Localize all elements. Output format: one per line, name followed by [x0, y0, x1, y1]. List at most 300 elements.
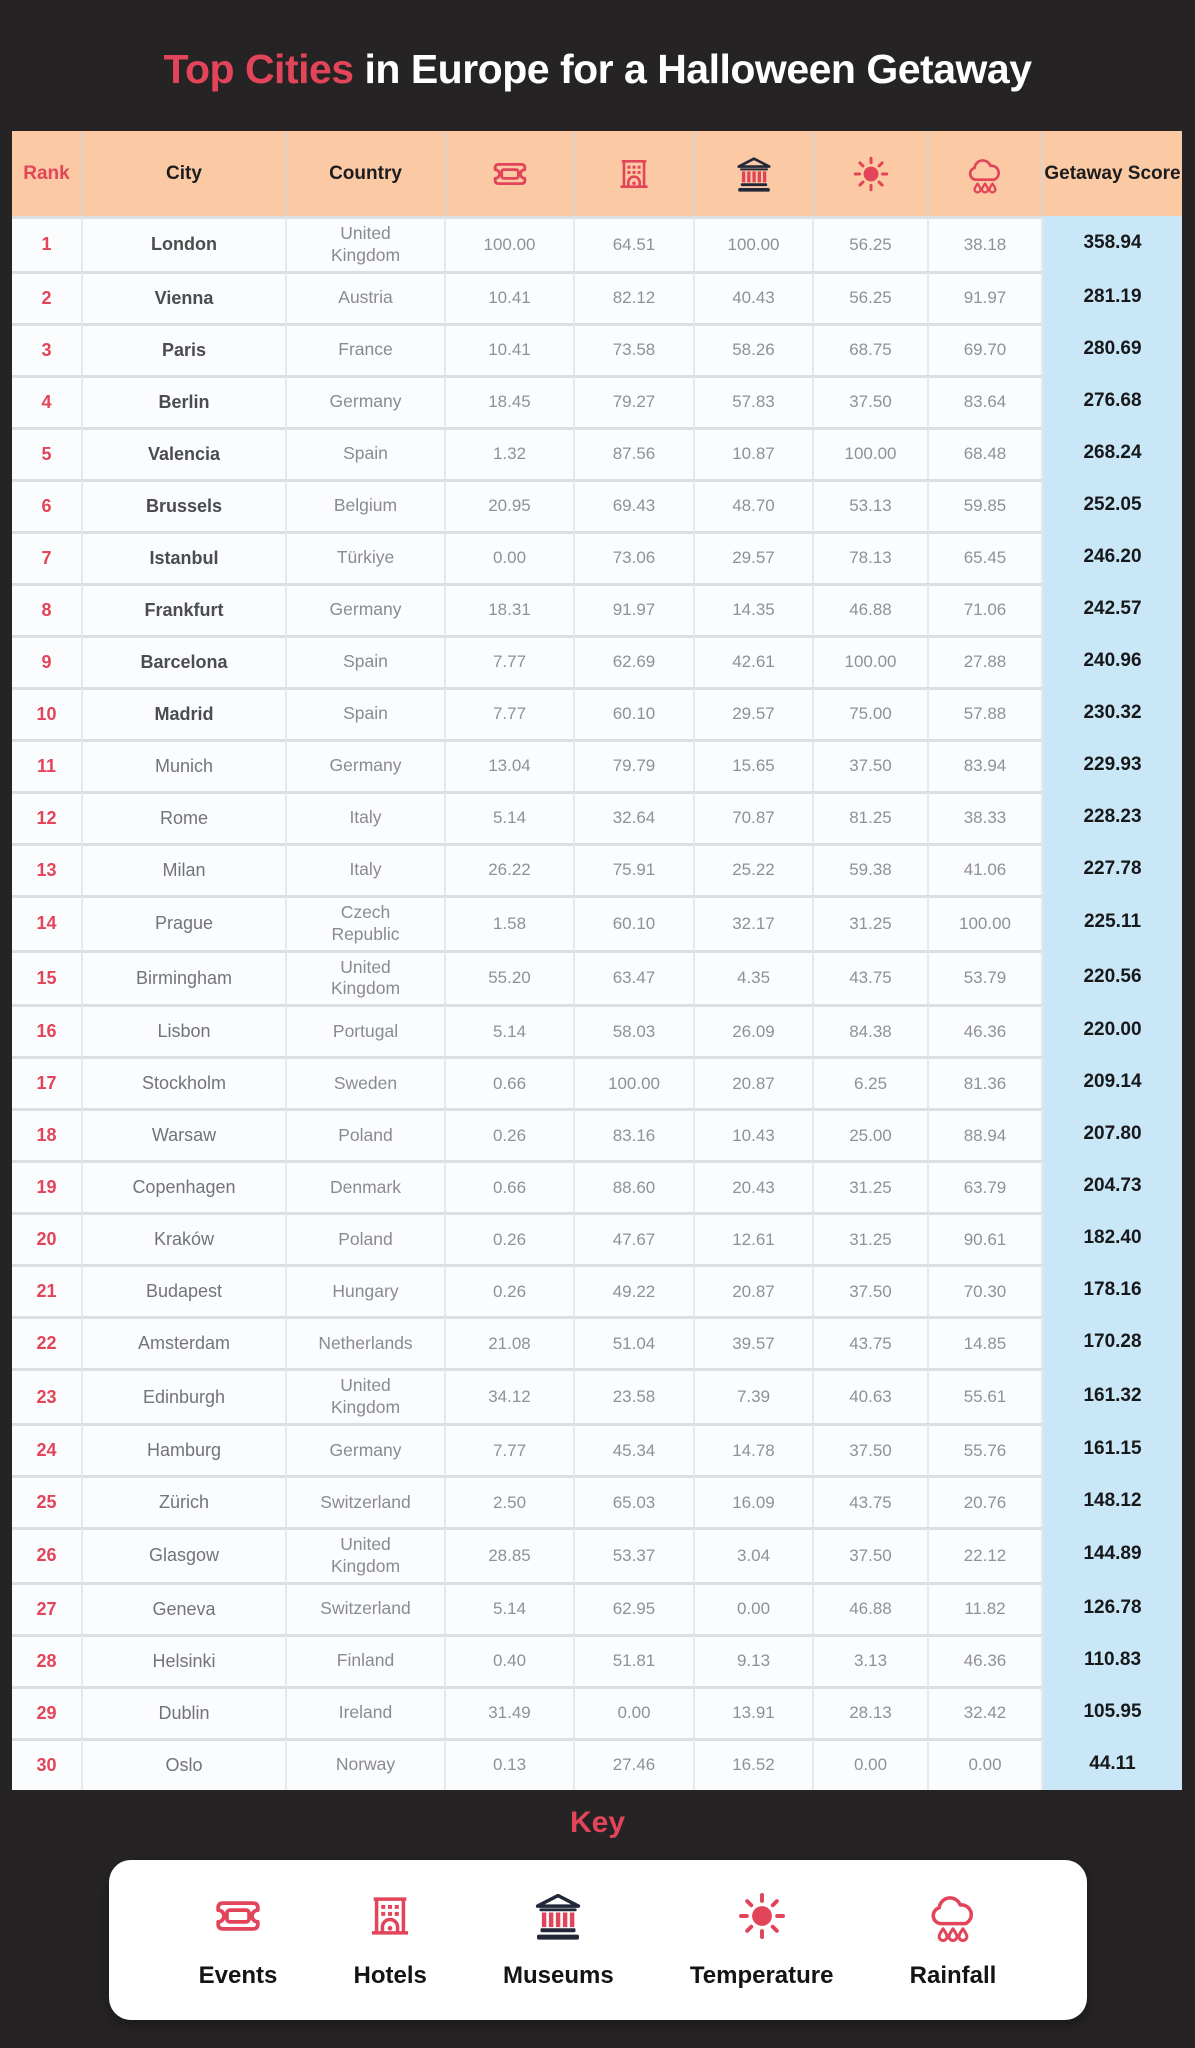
key-item-label: Rainfall — [909, 1961, 997, 1989]
rank-cell: 9 — [12, 635, 83, 687]
table-row — [12, 1582, 1183, 1634]
museums-cell: 0.00 — [695, 1582, 814, 1634]
rank-cell: 7 — [12, 531, 83, 583]
museums-cell: 42.61 — [695, 635, 814, 687]
temperature-cell: 31.25 — [814, 1212, 929, 1264]
city-cell: Hamburg — [83, 1423, 287, 1475]
key-item — [690, 1888, 834, 1990]
city-cell: Kraków — [83, 1212, 287, 1264]
city-cell: Geneva — [83, 1582, 287, 1634]
hotel-icon — [613, 153, 655, 195]
score-cell: 105.95 — [1043, 1686, 1182, 1738]
page-title — [0, 0, 1195, 131]
rainfall-cell: 83.64 — [929, 375, 1043, 427]
museums-cell: 4.35 — [695, 950, 814, 1005]
table-row — [12, 1316, 1183, 1368]
events-cell: 0.26 — [446, 1108, 575, 1160]
title-accent: Top Cities — [163, 46, 354, 92]
score-cell: 207.80 — [1043, 1108, 1182, 1160]
temperature-cell: 28.13 — [814, 1686, 929, 1738]
score-cell: 228.23 — [1043, 791, 1182, 843]
table-row — [12, 323, 1183, 375]
temperature-cell: 31.25 — [814, 1160, 929, 1212]
events-cell: 18.31 — [446, 583, 575, 635]
hotels-cell: 0.00 — [575, 1686, 695, 1738]
rank-cell: 21 — [12, 1264, 83, 1316]
hotels-cell: 88.60 — [575, 1160, 695, 1212]
temperature-cell: 46.88 — [814, 1582, 929, 1634]
table-row — [12, 1686, 1183, 1738]
key-item-label: Hotels — [353, 1961, 427, 1989]
rainfall-cell: 53.79 — [929, 950, 1043, 1005]
rainfall-cell: 32.42 — [929, 1686, 1043, 1738]
hotels-cell: 83.16 — [575, 1108, 695, 1160]
museums-cell: 14.35 — [695, 583, 814, 635]
table-row — [12, 1212, 1183, 1264]
museums-cell: 100.00 — [695, 216, 814, 271]
rainfall-cell: 55.61 — [929, 1368, 1043, 1423]
temperature-cell: 0.00 — [814, 1738, 929, 1790]
rank-cell: 30 — [12, 1738, 83, 1790]
country-cell: France — [287, 323, 446, 375]
events-cell: 1.32 — [446, 427, 575, 479]
score-cell: 209.14 — [1043, 1056, 1182, 1108]
museum-icon — [733, 153, 775, 195]
rainfall-cell: 81.36 — [929, 1056, 1043, 1108]
table-row — [12, 531, 1183, 583]
country-cell: Switzerland — [287, 1475, 446, 1527]
city-cell: Helsinki — [83, 1634, 287, 1686]
city-cell: Madrid — [83, 687, 287, 739]
temperature-cell: 75.00 — [814, 687, 929, 739]
rank-cell: 19 — [12, 1160, 83, 1212]
hotels-cell: 47.67 — [575, 1212, 695, 1264]
city-cell: Zürich — [83, 1475, 287, 1527]
hotels-cell: 62.95 — [575, 1582, 695, 1634]
events-cell: 55.20 — [446, 950, 575, 1005]
rank-cell: 8 — [12, 583, 83, 635]
city-cell: Valencia — [83, 427, 287, 479]
events-cell: 0.66 — [446, 1160, 575, 1212]
city-cell: Stockholm — [83, 1056, 287, 1108]
getaway-table — [12, 131, 1183, 1790]
events-cell: 7.77 — [446, 635, 575, 687]
table-row — [12, 1160, 1183, 1212]
table-body — [12, 216, 1183, 1790]
country-cell: Germany — [287, 1423, 446, 1475]
hotels-cell: 51.04 — [575, 1316, 695, 1368]
temperature-cell: 78.13 — [814, 531, 929, 583]
temperature-cell: 43.75 — [814, 1316, 929, 1368]
museums-cell: 20.43 — [695, 1160, 814, 1212]
rainfall-cell: 83.94 — [929, 739, 1043, 791]
score-cell: 144.89 — [1043, 1527, 1182, 1582]
country-cell: United Kingdom — [287, 950, 446, 1005]
hotels-cell: 27.46 — [575, 1738, 695, 1790]
rainfall-cell: 22.12 — [929, 1527, 1043, 1582]
rank-cell: 24 — [12, 1423, 83, 1475]
rainfall-cell: 100.00 — [929, 895, 1043, 950]
events-cell: 100.00 — [446, 216, 575, 271]
events-cell: 0.40 — [446, 1634, 575, 1686]
temperature-cell: 43.75 — [814, 1475, 929, 1527]
table-row — [12, 739, 1183, 791]
score-cell: 44.11 — [1043, 1738, 1182, 1790]
museums-cell: 10.43 — [695, 1108, 814, 1160]
score-cell: 220.56 — [1043, 950, 1182, 1005]
country-cell: Hungary — [287, 1264, 446, 1316]
table-row — [12, 1368, 1183, 1423]
rank-cell: 20 — [12, 1212, 83, 1264]
key-item-label: Events — [198, 1961, 278, 1989]
hotels-cell: 100.00 — [575, 1056, 695, 1108]
temperature-cell: 56.25 — [814, 216, 929, 271]
rank-cell: 26 — [12, 1527, 83, 1582]
museums-cell: 29.57 — [695, 687, 814, 739]
events-cell: 0.13 — [446, 1738, 575, 1790]
country-cell: Sweden — [287, 1056, 446, 1108]
header-rank: Rank — [12, 131, 83, 216]
country-cell: Netherlands — [287, 1316, 446, 1368]
rank-cell: 23 — [12, 1368, 83, 1423]
rank-cell: 2 — [12, 271, 83, 323]
hotels-cell: 58.03 — [575, 1004, 695, 1056]
table-header — [12, 131, 1183, 216]
hotel-icon — [362, 1888, 418, 1944]
country-cell: Belgium — [287, 479, 446, 531]
header-museums — [695, 131, 814, 216]
hotels-cell: 65.03 — [575, 1475, 695, 1527]
temperature-cell: 37.50 — [814, 1423, 929, 1475]
score-cell: 161.15 — [1043, 1423, 1182, 1475]
city-cell: Berlin — [83, 375, 287, 427]
country-cell: Austria — [287, 271, 446, 323]
key-item — [910, 1888, 997, 1990]
city-cell: Barcelona — [83, 635, 287, 687]
rainfall-cell: 70.30 — [929, 1264, 1043, 1316]
country-cell: Spain — [287, 687, 446, 739]
hotels-cell: 62.69 — [575, 635, 695, 687]
rank-cell: 14 — [12, 895, 83, 950]
temperature-cell: 81.25 — [814, 791, 929, 843]
hotels-cell: 23.58 — [575, 1368, 695, 1423]
museums-cell: 29.57 — [695, 531, 814, 583]
score-cell: 182.40 — [1043, 1212, 1182, 1264]
temperature-cell: 25.00 — [814, 1108, 929, 1160]
score-cell: 246.20 — [1043, 531, 1182, 583]
country-cell: Norway — [287, 1738, 446, 1790]
rank-cell: 27 — [12, 1582, 83, 1634]
score-cell: 240.96 — [1043, 635, 1182, 687]
rainfall-cell: 63.79 — [929, 1160, 1043, 1212]
rainfall-cell: 57.88 — [929, 687, 1043, 739]
rank-cell: 22 — [12, 1316, 83, 1368]
events-cell: 13.04 — [446, 739, 575, 791]
events-cell: 7.77 — [446, 687, 575, 739]
museums-cell: 48.70 — [695, 479, 814, 531]
country-cell: Switzerland — [287, 1582, 446, 1634]
rainfall-cell: 69.70 — [929, 323, 1043, 375]
country-cell: Portugal — [287, 1004, 446, 1056]
rainfall-cell: 88.94 — [929, 1108, 1043, 1160]
events-cell: 0.26 — [446, 1264, 575, 1316]
table-row — [12, 1108, 1183, 1160]
temperature-cell: 53.13 — [814, 479, 929, 531]
events-cell: 7.77 — [446, 1423, 575, 1475]
rank-cell: 12 — [12, 791, 83, 843]
score-cell: 268.24 — [1043, 427, 1182, 479]
museums-cell: 70.87 — [695, 791, 814, 843]
hotels-cell: 60.10 — [575, 687, 695, 739]
key-item — [503, 1888, 614, 1990]
rainfall-cell: 91.97 — [929, 271, 1043, 323]
key-item — [199, 1888, 278, 1990]
rainfall-cell: 59.85 — [929, 479, 1043, 531]
score-cell: 110.83 — [1043, 1634, 1182, 1686]
temperature-cell: 37.50 — [814, 375, 929, 427]
title-rest: in Europe for a Halloween Getaway — [353, 46, 1032, 92]
table-row — [12, 427, 1183, 479]
country-cell: United Kingdom — [287, 1527, 446, 1582]
hotels-cell: 69.43 — [575, 479, 695, 531]
temperature-cell: 56.25 — [814, 271, 929, 323]
table-row — [12, 1527, 1183, 1582]
museums-cell: 58.26 — [695, 323, 814, 375]
events-cell: 10.41 — [446, 271, 575, 323]
museum-icon — [530, 1888, 586, 1944]
country-cell: Poland — [287, 1108, 446, 1160]
country-cell: Germany — [287, 583, 446, 635]
table-row — [12, 216, 1183, 271]
table-row — [12, 271, 1183, 323]
city-cell: Brussels — [83, 479, 287, 531]
table-row — [12, 375, 1183, 427]
temperature-cell: 6.25 — [814, 1056, 929, 1108]
museums-cell: 15.65 — [695, 739, 814, 791]
rainfall-cell: 68.48 — [929, 427, 1043, 479]
temperature-cell: 59.38 — [814, 843, 929, 895]
score-cell: 230.32 — [1043, 687, 1182, 739]
temperature-cell: 37.50 — [814, 1264, 929, 1316]
temperature-cell: 46.88 — [814, 583, 929, 635]
city-cell: Glasgow — [83, 1527, 287, 1582]
table-row — [12, 791, 1183, 843]
rainfall-cell: 27.88 — [929, 635, 1043, 687]
key-title: Key — [569, 1805, 626, 1839]
events-cell: 5.14 — [446, 1004, 575, 1056]
hotels-cell: 32.64 — [575, 791, 695, 843]
score-cell: 242.57 — [1043, 583, 1182, 635]
temperature-cell: 100.00 — [814, 635, 929, 687]
events-cell: 0.66 — [446, 1056, 575, 1108]
score-cell: 358.94 — [1043, 216, 1182, 271]
temperature-cell: 40.63 — [814, 1368, 929, 1423]
museums-cell: 12.61 — [695, 1212, 814, 1264]
score-cell: 276.68 — [1043, 375, 1182, 427]
country-cell: Ireland — [287, 1686, 446, 1738]
events-cell: 21.08 — [446, 1316, 575, 1368]
score-cell: 220.00 — [1043, 1004, 1182, 1056]
key-item-label: Museums — [503, 1961, 614, 1989]
city-cell: Vienna — [83, 271, 287, 323]
temperature-cell: 37.50 — [814, 739, 929, 791]
hotels-cell: 64.51 — [575, 216, 695, 271]
events-cell: 26.22 — [446, 843, 575, 895]
temperature-cell: 68.75 — [814, 323, 929, 375]
rainfall-cell: 90.61 — [929, 1212, 1043, 1264]
city-cell: Istanbul — [83, 531, 287, 583]
city-cell: Milan — [83, 843, 287, 895]
museums-cell: 20.87 — [695, 1056, 814, 1108]
ticket-icon — [489, 153, 531, 195]
rank-cell: 16 — [12, 1004, 83, 1056]
events-cell: 31.49 — [446, 1686, 575, 1738]
header-rainfall — [929, 131, 1043, 216]
score-cell: 229.93 — [1043, 739, 1182, 791]
country-cell: Spain — [287, 635, 446, 687]
country-cell: Italy — [287, 791, 446, 843]
rainfall-cell: 0.00 — [929, 1738, 1043, 1790]
score-cell: 178.16 — [1043, 1264, 1182, 1316]
table-row — [12, 687, 1183, 739]
score-cell: 227.78 — [1043, 843, 1182, 895]
events-cell: 2.50 — [446, 1475, 575, 1527]
events-cell: 34.12 — [446, 1368, 575, 1423]
museums-cell: 40.43 — [695, 271, 814, 323]
header-hotels — [575, 131, 695, 216]
table-row — [12, 1264, 1183, 1316]
museums-cell: 39.57 — [695, 1316, 814, 1368]
score-cell: 126.78 — [1043, 1582, 1182, 1634]
table-row — [12, 479, 1183, 531]
ticket-icon — [210, 1888, 266, 1944]
rank-cell: 3 — [12, 323, 83, 375]
rainfall-cell: 11.82 — [929, 1582, 1043, 1634]
hotels-cell: 75.91 — [575, 843, 695, 895]
rank-cell: 28 — [12, 1634, 83, 1686]
hotels-cell: 73.06 — [575, 531, 695, 583]
score-cell: 281.19 — [1043, 271, 1182, 323]
rainfall-cell: 20.76 — [929, 1475, 1043, 1527]
hotels-cell: 91.97 — [575, 583, 695, 635]
city-cell: London — [83, 216, 287, 271]
country-cell: Denmark — [287, 1160, 446, 1212]
country-cell: United Kingdom — [287, 1368, 446, 1423]
table-row — [12, 1475, 1183, 1527]
events-cell: 28.85 — [446, 1527, 575, 1582]
city-cell: Prague — [83, 895, 287, 950]
score-cell: 204.73 — [1043, 1160, 1182, 1212]
table-row — [12, 1056, 1183, 1108]
museums-cell: 10.87 — [695, 427, 814, 479]
temperature-cell: 31.25 — [814, 895, 929, 950]
country-cell: Spain — [287, 427, 446, 479]
rainfall-cell: 38.18 — [929, 216, 1043, 271]
country-cell: Germany — [287, 739, 446, 791]
temperature-cell: 43.75 — [814, 950, 929, 1005]
table-row — [12, 1634, 1183, 1686]
rank-cell: 5 — [12, 427, 83, 479]
sun-icon — [734, 1888, 790, 1944]
city-cell: Copenhagen — [83, 1160, 287, 1212]
rank-cell: 11 — [12, 739, 83, 791]
country-cell: Poland — [287, 1212, 446, 1264]
rank-cell: 13 — [12, 843, 83, 895]
temperature-cell: 37.50 — [814, 1527, 929, 1582]
city-cell: Lisbon — [83, 1004, 287, 1056]
country-cell: Italy — [287, 843, 446, 895]
country-cell: United Kingdom — [287, 216, 446, 271]
events-cell: 10.41 — [446, 323, 575, 375]
country-cell: Finland — [287, 1634, 446, 1686]
city-cell: Birmingham — [83, 950, 287, 1005]
header-country: Country — [287, 131, 446, 216]
events-cell: 1.58 — [446, 895, 575, 950]
museums-cell: 32.17 — [695, 895, 814, 950]
country-cell: Czech Republic — [287, 895, 446, 950]
table-row — [12, 950, 1183, 1005]
museums-cell: 9.13 — [695, 1634, 814, 1686]
city-cell: Frankfurt — [83, 583, 287, 635]
rank-cell: 4 — [12, 375, 83, 427]
museums-cell: 26.09 — [695, 1004, 814, 1056]
country-cell: Türkiye — [287, 531, 446, 583]
rainfall-cell: 65.45 — [929, 531, 1043, 583]
header-events — [446, 131, 575, 216]
rank-cell: 25 — [12, 1475, 83, 1527]
key-item — [354, 1888, 427, 1990]
score-cell: 170.28 — [1043, 1316, 1182, 1368]
table-row — [12, 843, 1183, 895]
table-row — [12, 1738, 1183, 1790]
rainfall-cell: 46.36 — [929, 1634, 1043, 1686]
key-card — [109, 1860, 1087, 2020]
rain-icon — [925, 1888, 981, 1944]
temperature-cell: 3.13 — [814, 1634, 929, 1686]
header-temperature — [814, 131, 929, 216]
key-item-label: Temperature — [689, 1961, 834, 1989]
temperature-cell: 84.38 — [814, 1004, 929, 1056]
score-cell: 148.12 — [1043, 1475, 1182, 1527]
events-cell: 0.00 — [446, 531, 575, 583]
events-cell: 5.14 — [446, 791, 575, 843]
hotels-cell: 60.10 — [575, 895, 695, 950]
hotels-cell: 82.12 — [575, 271, 695, 323]
table-row — [12, 635, 1183, 687]
museums-cell: 25.22 — [695, 843, 814, 895]
city-cell: Oslo — [83, 1738, 287, 1790]
city-cell: Budapest — [83, 1264, 287, 1316]
museums-cell: 13.91 — [695, 1686, 814, 1738]
table-row — [12, 1004, 1183, 1056]
rank-cell: 29 — [12, 1686, 83, 1738]
city-cell: Warsaw — [83, 1108, 287, 1160]
rain-icon — [964, 153, 1006, 195]
events-cell: 18.45 — [446, 375, 575, 427]
header-getaway-score: Getaway Score — [1043, 131, 1182, 216]
city-cell: Rome — [83, 791, 287, 843]
hotels-cell: 79.27 — [575, 375, 695, 427]
header-city: City — [83, 131, 287, 216]
museums-cell: 57.83 — [695, 375, 814, 427]
hotels-cell: 87.56 — [575, 427, 695, 479]
events-cell: 20.95 — [446, 479, 575, 531]
rank-cell: 6 — [12, 479, 83, 531]
museums-cell: 3.04 — [695, 1527, 814, 1582]
city-cell: Amsterdam — [83, 1316, 287, 1368]
score-cell: 252.05 — [1043, 479, 1182, 531]
city-cell: Edinburgh — [83, 1368, 287, 1423]
